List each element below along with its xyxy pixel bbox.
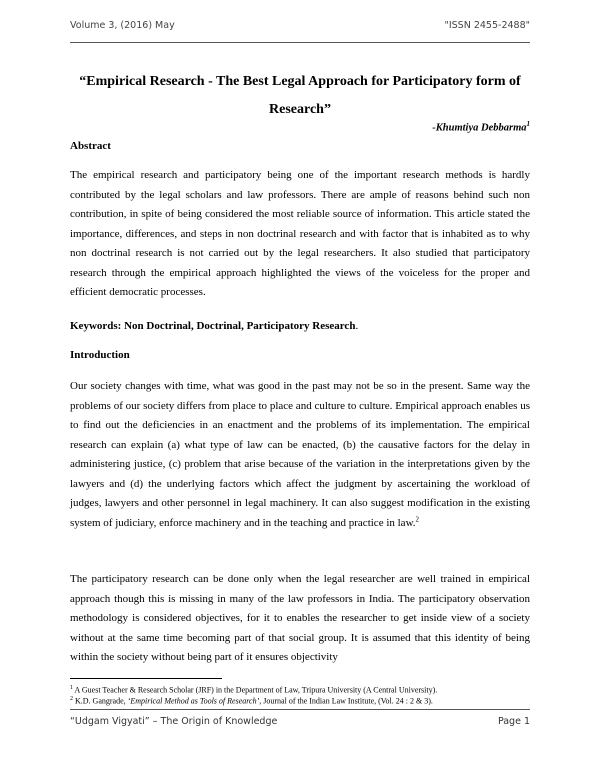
keywords-text: Keywords: Non Doctrinal, Doctrinal, Participatory Research (70, 320, 356, 332)
footnote-mark-2: 2 (415, 514, 420, 523)
footnote-2-article-title: ‘Empirical Method as Tools of Research’ (127, 696, 260, 706)
author-name: -Khumtiya Debbarma (432, 122, 527, 134)
header-volume: Volume 3, (2016) May (70, 20, 175, 31)
header-issn: "ISSN 2455-2488" (444, 20, 530, 31)
running-footer (70, 716, 530, 727)
header-rule (70, 42, 530, 43)
footnote-1-text: A Guest Teacher & Research Scholar (JRF) in the Department of Law, Tripura University (A Central University). (73, 685, 438, 695)
footnote-2 (70, 694, 433, 707)
introduction-paragraph-1 (70, 377, 530, 533)
keywords-line (70, 320, 358, 332)
introduction-paragraph-1-text: Our society changes with time, what was good in the past may not be so in the present. Same way the problems of our society differs from place to place and culture to culture. Empirical approach enables us to find out the deficiencies in an enactment and the problems of its implementation. The empirical research can explain (a) what type of law can be enacted, (b) the causative factors for the delay in administering justice, (c) problem that arise because of the variation in the interpretations given by the lawyers and (d) the underlying factors which affect the judgment by ascertaining the workload of judges, lawyers and other personnel in legal machinery. It can also suggest modification in the existing system of judiciary, enforce machinery and in the teaching and practice in law. (70, 380, 530, 529)
abstract-heading: Abstract (70, 140, 111, 152)
footnote-2-text-after: , Journal of the Indian Law Institute, (Vol. 24 : 2 & 3). (259, 696, 433, 706)
introduction-heading: Introduction (70, 349, 130, 361)
title-line-2: Research” (269, 102, 331, 117)
footnote-2-mark: 2 (70, 696, 73, 702)
author-line (432, 120, 530, 134)
author-footnote-mark: 1 (526, 120, 530, 128)
running-header (70, 20, 530, 31)
footer-journal: “Udgam Vigyati” – The Origin of Knowledge (70, 716, 278, 727)
footnote-rule (70, 678, 222, 679)
keywords-period: . (355, 320, 359, 332)
footnote-2-text-before: K.D. Gangrade, (73, 696, 128, 706)
abstract-text: The empirical research and participatory being one of the important research methods is hardly contributed by the legal scholars and law professors. There are ample of reasons behind such non contribution, in spite of being considered the most reliable source of information. This article stated the importance, differences, and steps in non doctrinal research and with factor that is inhabited as to why non doctrinal research is not carried out by the legal researchers. It also studied that participatory research through the empirical approach highlighted the views of the voiceless for the proper and efficient democratic processes. (70, 169, 530, 298)
footer-rule (70, 709, 530, 710)
footnote-1-mark: 1 (70, 685, 73, 691)
title-line-1: “Empirical Research - The Best Legal Approach for Participatory form of (79, 74, 521, 89)
paper-title (70, 68, 530, 124)
page-number: Page 1 (497, 716, 530, 727)
introduction-paragraph-2: The participatory research can be done only when the legal researcher are well trained in empirical approach though this is missing in many of the law professors in India. The participatory observation methodology is considered objectives, for it to enables the researcher to get inside view of a society without at the same time becoming part of that social group. It is assumed that this identity of being within the society without being part of it ensures objectivity (70, 573, 530, 663)
